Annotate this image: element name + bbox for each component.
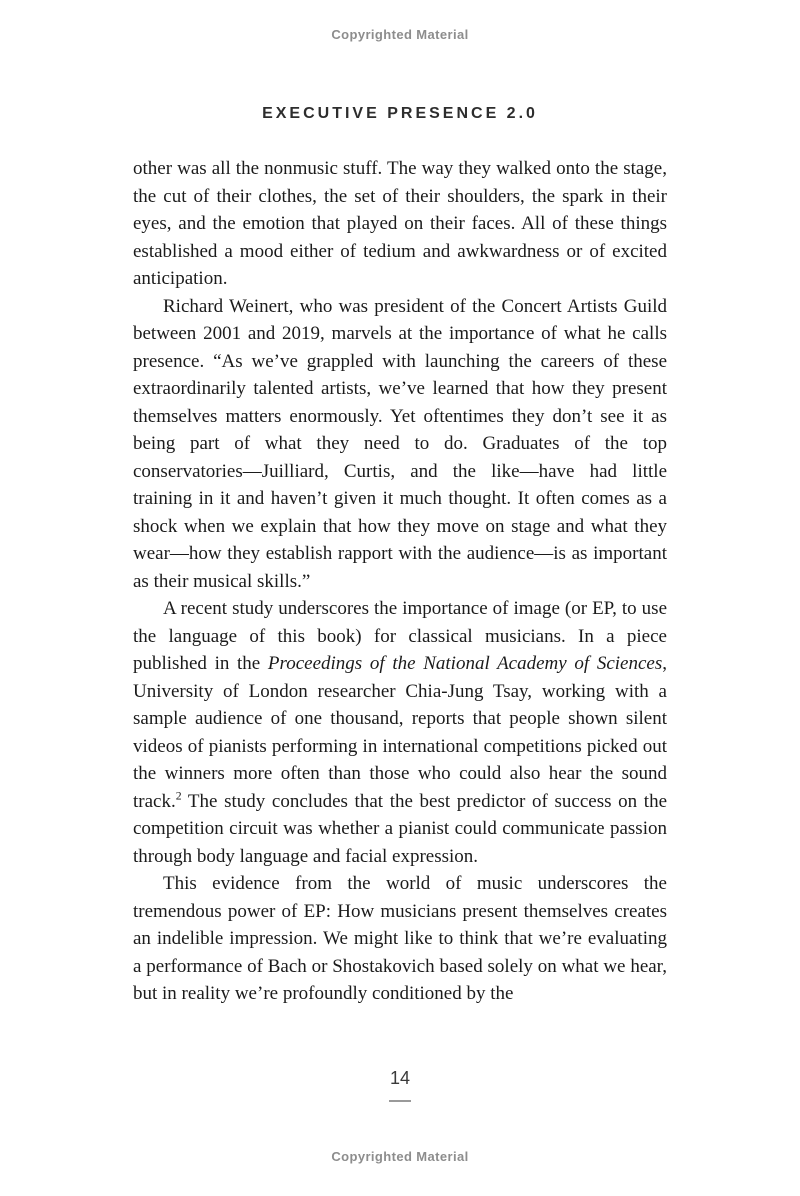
text-run: The study concludes that the best predictor of success on the competition circuit was whether a pianist could communicate passion through body language and facial expression. — [133, 790, 667, 867]
paragraph — [133, 595, 667, 870]
running-head-book-title: EXECUTIVE PRESENCE 2.0 — [262, 105, 538, 122]
italic-text: Proceedings of the National Academy of Sciences — [267, 653, 663, 674]
bottom-copyright-notice: Copyrighted Material — [331, 1149, 469, 1164]
page-number: 14 — [389, 1068, 411, 1088]
paragraph — [133, 155, 667, 293]
text-run: A recent study underscores the importance of image (or EP, to use the language of this book) for classical musicians. In a piece published in the — [133, 598, 667, 674]
paragraph — [133, 293, 667, 596]
text-run: Richard Weinert, who was president of the Concert Artists Guild between 2001 and 2019, marvels at the importance of what he calls presence. “As we’ve grappled with launching the careers of these extraordinarily talented artists, we’ve learned that how they present themselves matters enormously. Yet oftentimes they don’t see it as being part of what they need to do. Graduates of the top conservatories—Juilliard, Curtis, and the like—have had little training in it and haven’t given it much thought. It often comes as a shock when we explain that how they move on stage and what they wear—how they establish rapport with the audience—is as important as their musical skills.” — [133, 295, 667, 592]
text-run: other was all the nonmusic stuff. The way they walked onto the stage, the cut of their clothes, the set of their shoulders, the spark in their eyes, and the emotion that played on their faces. All of these things established a mood either of tedium and awkwardness or of excited anticipation. — [133, 158, 667, 289]
paragraph — [133, 870, 667, 1008]
footnote-marker: 2 — [175, 789, 182, 803]
top-copyright-notice: Copyrighted Material — [331, 27, 469, 42]
text-run: , University of London researcher Chia-Jung Tsay, working with a sample audience of one thousand, reports that people shown silent videos of pianists performing in international competitions picked out the winners more often than those who could also hear the sound track. — [133, 653, 667, 812]
body-text — [133, 155, 667, 1008]
page-number-rule — [389, 1100, 411, 1102]
text-run: This evidence from the world of music underscores the tremendous power of EP: How musicians present themselves creates an indelible impression. We might like to think that we’re evaluating a performance of Bach or Shostakovich based solely on what we hear, but in reality we’re profoundly conditioned by the — [133, 873, 667, 1004]
